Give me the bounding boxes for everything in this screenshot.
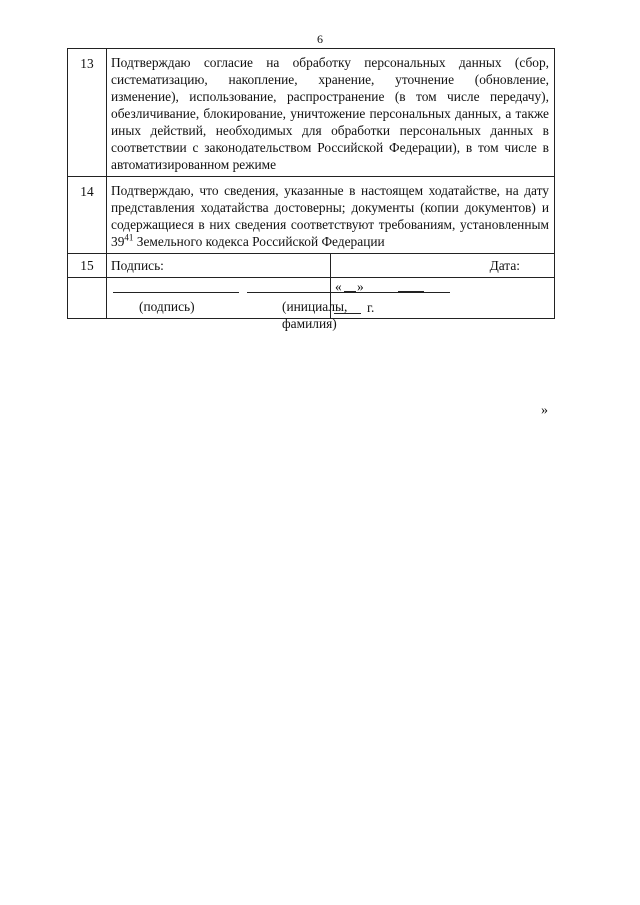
empty-number-cell <box>68 278 107 319</box>
year-line[interactable] <box>334 313 361 314</box>
table-row <box>68 254 555 278</box>
table-row <box>68 49 555 177</box>
row-number: 13 <box>68 49 107 177</box>
signature-label: Подпись: <box>107 254 331 278</box>
closing-quote: » <box>541 403 548 418</box>
day-close-quote: » <box>357 279 364 294</box>
personal-data-consent-text: Подтверждаю согласие на обработку персональных данных (сбор, систематизацию, накопление, хранение, уточнение (обновление, изменение), использование, распространение (в том числе передачу), обезличивание, блокирование, уничтожение персональных данных, а также иных действий, необходимых для обработки персональных данных в соответствии с законодательством Российской Федерации), в том числе в автоматизированном режиме <box>107 49 555 177</box>
month-line[interactable] <box>398 291 424 292</box>
date-cell <box>331 278 555 319</box>
signature-cell <box>107 278 348 331</box>
accuracy-confirmation-text: Подтверждаю, что сведения, указанные в настоящем ходатайстве, на дату представления ходатайства достоверны; документы (копии документов) и содержащиеся в них сведения соответствуют требованиям, установленным $39^{41}$ Земельного кодекса Российской Федерации <box>107 177 555 254</box>
article-superscript: 41 <box>124 232 134 243</box>
table-row <box>68 278 555 319</box>
signature-line[interactable] <box>113 292 239 293</box>
page-number: 6 <box>317 32 323 46</box>
row-number: 15 <box>68 254 107 278</box>
date-label: Дата: <box>331 254 555 278</box>
day-open-quote: « <box>335 279 342 294</box>
year-suffix: г. <box>367 300 375 315</box>
day-line[interactable] <box>344 291 356 292</box>
application-form-table <box>67 48 555 331</box>
row-number: 14 <box>68 177 107 254</box>
signature-caption: (подпись) <box>139 299 195 314</box>
table-row <box>68 177 555 254</box>
name-caption: (инициалы, фамилия) <box>282 299 348 331</box>
